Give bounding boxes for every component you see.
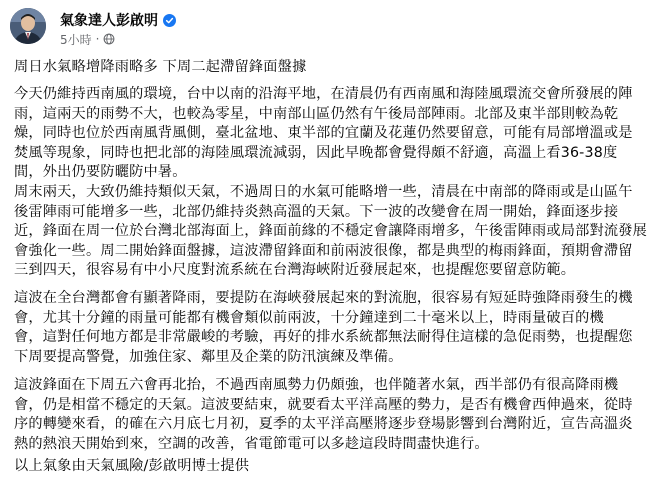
post-meta bbox=[60, 31, 115, 47]
avatar-portrait-icon bbox=[10, 8, 46, 44]
post-header bbox=[10, 8, 650, 48]
meta-separator: · bbox=[95, 32, 100, 46]
author-row bbox=[60, 10, 176, 30]
post-paragraph-3: 這波在全台灣都會有顯著降雨，要提防在海峽發展起來的對流胞，很容易有短延時強降雨發生的機 會，尤其十分鐘的雨量可能都有機會類似前兩波，十分鐘達到二十毫米以上，時雨量破百的機 會，這對任何地方都是非常嚴峻的考驗，再好的排水系統都無法耐得住這樣的急促雨勢，也提醒您 下周要提高警覺，加強住家、鄰里及企業的防汛演練及準備。 bbox=[14, 290, 633, 365]
post-paragraph-4: 這波鋒面在下周五六會再北抬，不過西南風勢力仍頗強，也伴隨著水氣，西半部仍有很高降雨機 會，仍是相當不穩定的天氣。這波要結束，就要看太平洋高壓的勢力，是否有機會西伸過來，從時 序的轉變來看，的確在六月底七月初，夏季的太平洋高壓將逐步登場影響到台灣附近，宣告高溫炎 熱的熱浪天開始到來，空調的改善，省電節電可以多趁這段時間盡快進行。 bbox=[14, 377, 633, 452]
globe-icon bbox=[103, 33, 115, 45]
post-paragraph-2: 周末兩天，大致仍維持類似天氣，不過周日的水氣可能略增一些，清晨在中南部的降雨或是山區午 後雷陣雨可能增多一些，北部仍維持炎熱高溫的天氣。下一波的改變會在周一開始，鋒面逐步接 近，鋒面在周一位於台灣北部海面上，鋒面前緣的不穩定會讓降雨增多，午後雷陣雨或局部對流發展 會強化一些。周二開始鋒面盤據，這波滯留鋒面和前兩波很像，都是典型的梅雨鋒面，預期會滯留 三到四天，很容易有中小尺度對流系統在台灣海峽附近發展起來，也提醒您要留意防範。 bbox=[14, 184, 648, 278]
avatar[interactable] bbox=[10, 8, 46, 44]
post-title: 周日水氣略增降雨略多 下周二起滯留鋒面盤據 bbox=[14, 59, 307, 75]
post-paragraph-1: 今天仍維持西南風的環境，台中以南的沿海平地，在清晨仍有西南風和海陸風環流交會所發展的陣 雨，這兩天的雨勢不大，也較為零星，中南部山區仍然有午後局部陣雨。北部及東半部則較為乾 燥，同時也位於西南風背風側，臺北盆地、東半部的宜蘭及花蓮仍然要留意，可能有局部增溫或是 焚風等現象，同時也把北部的海陸風環流減弱，因此早晚都會覺得頗不舒適，高溫上看36-38度 間，外出仍要防曬防中暑。 bbox=[14, 86, 633, 180]
author-name[interactable]: 氣象達人彭啟明 bbox=[60, 13, 158, 29]
post-credit: 以上氣象由天氣風險/彭啟明博士提供 bbox=[14, 458, 250, 474]
verified-badge-icon bbox=[163, 14, 176, 27]
post-timestamp[interactable]: 5小時 bbox=[60, 32, 92, 47]
